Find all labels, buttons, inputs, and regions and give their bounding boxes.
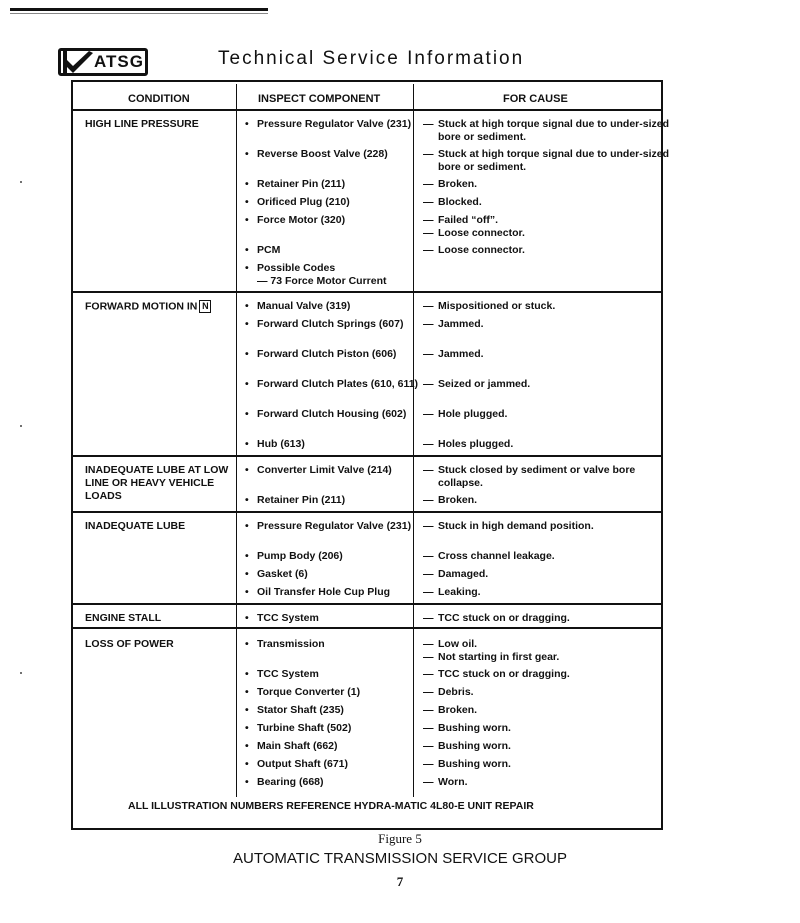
cause-item xyxy=(423,722,674,735)
bullet-icon: • xyxy=(245,318,249,330)
cause-item xyxy=(423,244,674,257)
cause-text: Leaking. xyxy=(438,586,481,598)
dash-icon: — xyxy=(423,148,434,160)
cause-item xyxy=(423,227,674,240)
condition-label: ENGINE STALL xyxy=(85,612,162,624)
component-item xyxy=(245,378,422,391)
cause-text: Broken. xyxy=(438,494,478,506)
condition-cell xyxy=(85,612,235,625)
atsg-logo xyxy=(58,48,148,76)
cause-text: Jammed. xyxy=(438,348,484,360)
cause-text: Bushing worn. xyxy=(438,722,511,734)
component-text: Hub (613) xyxy=(257,438,305,450)
bullet-icon: • xyxy=(245,300,249,312)
component-item xyxy=(245,776,422,789)
dash-icon: — xyxy=(423,704,434,716)
component-item xyxy=(245,196,422,209)
bullet-icon: • xyxy=(245,408,249,420)
bullet-icon: • xyxy=(245,612,249,624)
component-text: Retainer Pin (211) xyxy=(257,494,346,506)
cause-text: Blocked. xyxy=(438,196,482,208)
cause-item xyxy=(423,550,674,563)
cause-text: Mispositioned or stuck. xyxy=(438,300,556,312)
component-text: Oil Transfer Hole Cup Plug xyxy=(257,586,391,598)
cause-text: Not starting in first gear. xyxy=(438,651,560,663)
page-title: Technical Service Information xyxy=(218,48,525,69)
component-item xyxy=(245,438,422,451)
cause-text: Broken. xyxy=(438,704,478,716)
top-rule-thin xyxy=(10,13,268,14)
condition-cell xyxy=(85,464,235,503)
component-item xyxy=(245,550,422,563)
cause-text: Loose connector. xyxy=(438,244,525,256)
cause-text: Low oil. xyxy=(438,638,478,650)
page-number: 7 xyxy=(396,874,404,889)
bullet-icon: • xyxy=(245,638,249,650)
cause-text: Failed “off”. xyxy=(438,214,499,226)
component-item xyxy=(245,494,422,507)
cause-text: Loose connector. xyxy=(438,227,525,239)
cause-item xyxy=(423,348,674,361)
cause-item xyxy=(423,464,674,490)
dash-icon: — xyxy=(423,318,434,330)
component-item xyxy=(245,464,422,477)
cause-item xyxy=(423,118,674,144)
component-text: Pump Body (206) xyxy=(257,550,343,562)
component-item xyxy=(245,148,422,161)
row-divider xyxy=(73,455,663,457)
dash-icon: — xyxy=(423,550,434,562)
row-divider xyxy=(73,603,663,605)
condition-cell xyxy=(85,300,235,313)
bullet-icon: • xyxy=(245,550,249,562)
cause-item xyxy=(423,196,674,209)
organization-name: AUTOMATIC TRANSMISSION SERVICE GROUP xyxy=(233,850,567,867)
component-item xyxy=(245,740,422,753)
cause-item xyxy=(423,686,674,699)
dash-icon: — xyxy=(423,612,434,624)
logo-text: ATSG xyxy=(94,52,144,71)
cause-item xyxy=(423,318,674,331)
component-text: Pressure Regulator Valve (231) xyxy=(257,118,412,130)
cause-text: Holes plugged. xyxy=(438,438,514,450)
condition-label: INADEQUATE LUBE AT LOW LINE OR HEAVY VEHICLE LOADS xyxy=(85,464,229,502)
component-item xyxy=(245,178,422,191)
bullet-icon: • xyxy=(245,740,249,752)
margin-mark xyxy=(20,672,22,674)
bullet-icon: • xyxy=(245,776,249,788)
component-text: — 73 Force Motor Current xyxy=(257,275,387,287)
cause-item xyxy=(423,638,674,651)
dash-icon: — xyxy=(423,227,434,239)
cause-item xyxy=(423,178,674,191)
cause-text: Damaged. xyxy=(438,568,489,580)
component-text: Turbine Shaft (502) xyxy=(257,722,352,734)
dash-icon: — xyxy=(423,758,434,770)
component-text: PCM xyxy=(257,244,281,256)
column-header-cause: FOR CAUSE xyxy=(503,93,568,105)
cause-text: TCC stuck on or dragging. xyxy=(438,668,570,680)
bullet-icon: • xyxy=(245,722,249,734)
cause-text: Stuck at high torque signal due to under-sized bore or sediment. xyxy=(438,148,670,173)
cause-text: TCC stuck on or dragging. xyxy=(438,612,570,624)
diagnosis-table xyxy=(71,80,670,830)
dash-icon: — xyxy=(423,300,434,312)
component-item xyxy=(245,262,422,288)
dash-icon: — xyxy=(423,378,434,390)
dash-icon: — xyxy=(423,408,434,420)
bullet-icon: • xyxy=(245,118,249,130)
cause-item xyxy=(423,300,674,313)
dash-icon: — xyxy=(423,686,434,698)
bullet-icon: • xyxy=(245,704,249,716)
cause-item xyxy=(423,586,674,599)
component-text: Manual Valve (319) xyxy=(257,300,351,312)
cause-text: Stuck in high demand position. xyxy=(438,520,594,532)
dash-icon: — xyxy=(423,118,434,130)
cause-text: Seized or jammed. xyxy=(438,378,531,390)
cause-item xyxy=(423,148,674,174)
condition-label: LOSS OF POWER xyxy=(85,638,174,650)
condition-cell xyxy=(85,118,235,131)
condition-label: FORWARD MOTION IN xyxy=(85,300,198,313)
bullet-icon: • xyxy=(245,494,249,506)
dash-icon: — xyxy=(423,638,434,650)
component-text: Possible Codes xyxy=(257,262,336,274)
bullet-icon: • xyxy=(245,196,249,208)
dash-icon: — xyxy=(423,722,434,734)
bullet-icon: • xyxy=(245,262,249,274)
dash-icon: — xyxy=(423,348,434,360)
component-text: Converter Limit Valve (214) xyxy=(257,464,392,476)
component-item xyxy=(245,758,422,771)
component-text: Forward Clutch Springs (607) xyxy=(257,318,404,330)
component-item xyxy=(245,244,422,257)
dash-icon: — xyxy=(423,196,434,208)
header-divider xyxy=(73,109,663,111)
dash-icon: — xyxy=(423,740,434,752)
cause-text: Broken. xyxy=(438,178,478,190)
cause-item xyxy=(423,740,674,753)
dash-icon: — xyxy=(423,520,434,532)
condition-cell xyxy=(85,520,235,533)
condition-cell xyxy=(85,638,235,651)
cause-item xyxy=(423,776,674,789)
row-divider xyxy=(73,291,663,293)
dash-icon: — xyxy=(423,244,434,256)
component-item xyxy=(245,214,422,227)
cause-text: Bushing worn. xyxy=(438,758,511,770)
bullet-icon: • xyxy=(245,148,249,160)
dash-icon: — xyxy=(423,464,434,476)
footnote: ALL ILLUSTRATION NUMBERS REFERENCE HYDRA-MATIC 4L80-E UNIT REPAIR xyxy=(128,800,534,812)
dash-icon: — xyxy=(423,494,434,506)
cause-item xyxy=(423,520,674,533)
cause-item xyxy=(423,568,674,581)
cause-text: Bushing worn. xyxy=(438,740,511,752)
cause-text: Stuck closed by sediment or valve bore collapse. xyxy=(438,464,636,489)
condition-label: INADEQUATE LUBE xyxy=(85,520,186,532)
row-divider xyxy=(73,511,663,513)
dash-icon: — xyxy=(423,651,434,663)
cause-text: Jammed. xyxy=(438,318,484,330)
cause-item xyxy=(423,378,674,391)
cause-item xyxy=(423,704,674,717)
component-item xyxy=(245,586,422,599)
column-divider-1 xyxy=(236,84,237,797)
bullet-icon: • xyxy=(245,586,249,598)
component-item xyxy=(245,704,422,717)
component-text: Force Motor (320) xyxy=(257,214,346,226)
component-item xyxy=(245,668,422,681)
component-text: TCC System xyxy=(257,612,319,624)
component-text: Pressure Regulator Valve (231) xyxy=(257,520,412,532)
component-item xyxy=(245,318,422,331)
component-text: Retainer Pin (211) xyxy=(257,178,346,190)
dash-icon: — xyxy=(423,586,434,598)
margin-mark xyxy=(20,181,22,183)
margin-mark xyxy=(20,425,22,427)
component-item xyxy=(245,686,422,699)
bullet-icon: • xyxy=(245,520,249,532)
condition-label: HIGH LINE PRESSURE xyxy=(85,118,199,130)
cause-item xyxy=(423,668,674,681)
component-text: TCC System xyxy=(257,668,319,680)
dash-icon: — xyxy=(423,568,434,580)
bullet-icon: • xyxy=(245,758,249,770)
dash-icon: — xyxy=(423,776,434,788)
component-text: Reverse Boost Valve (228) xyxy=(257,148,388,160)
component-item xyxy=(245,348,422,361)
component-item xyxy=(245,118,422,131)
dash-icon: — xyxy=(423,668,434,680)
component-text: Stator Shaft (235) xyxy=(257,704,344,716)
column-header-component: INSPECT COMPONENT xyxy=(258,93,381,105)
component-text: Bearing (668) xyxy=(257,776,324,788)
cause-text: Stuck at high torque signal due to under-sized bore or sediment. xyxy=(438,118,670,143)
cause-item xyxy=(423,612,674,625)
dash-icon: — xyxy=(423,214,434,226)
bullet-icon: • xyxy=(245,438,249,450)
component-item xyxy=(245,520,422,533)
top-rule xyxy=(10,8,268,11)
neutral-box: N xyxy=(199,300,211,313)
cause-item xyxy=(423,494,674,507)
cause-text: Worn. xyxy=(438,776,468,788)
component-text: Output Shaft (671) xyxy=(257,758,348,770)
checkmark-icon xyxy=(63,51,93,73)
component-item xyxy=(245,408,422,421)
component-item xyxy=(245,722,422,735)
bullet-icon: • xyxy=(245,686,249,698)
cause-item xyxy=(423,651,674,664)
dash-icon: — xyxy=(423,438,434,450)
bullet-icon: • xyxy=(245,568,249,580)
bullet-icon: • xyxy=(245,378,249,390)
cause-item xyxy=(423,758,674,771)
cause-item xyxy=(423,214,674,227)
component-text: Gasket (6) xyxy=(257,568,308,580)
component-item xyxy=(245,612,422,625)
component-item xyxy=(245,568,422,581)
component-text: Orificed Plug (210) xyxy=(257,196,350,208)
cause-text: Debris. xyxy=(438,686,474,698)
cause-text: Hole plugged. xyxy=(438,408,508,420)
cause-item xyxy=(423,438,674,451)
cause-item xyxy=(423,408,674,421)
component-item xyxy=(245,638,422,651)
row-divider xyxy=(73,627,663,629)
component-text: Forward Clutch Piston (606) xyxy=(257,348,397,360)
bullet-icon: • xyxy=(245,348,249,360)
bullet-icon: • xyxy=(245,464,249,476)
bullet-icon: • xyxy=(245,214,249,226)
column-header-condition: CONDITION xyxy=(128,93,190,105)
component-text: Torque Converter (1) xyxy=(257,686,361,698)
component-text: Forward Clutch Plates (610, 611) xyxy=(257,378,419,390)
cause-text: Cross channel leakage. xyxy=(438,550,555,562)
component-item xyxy=(245,300,422,313)
component-text: Forward Clutch Housing (602) xyxy=(257,408,407,420)
figure-caption: Figure 5 xyxy=(378,831,422,846)
bullet-icon: • xyxy=(245,668,249,680)
component-text: Main Shaft (662) xyxy=(257,740,338,752)
bullet-icon: • xyxy=(245,178,249,190)
bullet-icon: • xyxy=(245,244,249,256)
component-text: Transmission xyxy=(257,638,325,650)
dash-icon: — xyxy=(423,178,434,190)
